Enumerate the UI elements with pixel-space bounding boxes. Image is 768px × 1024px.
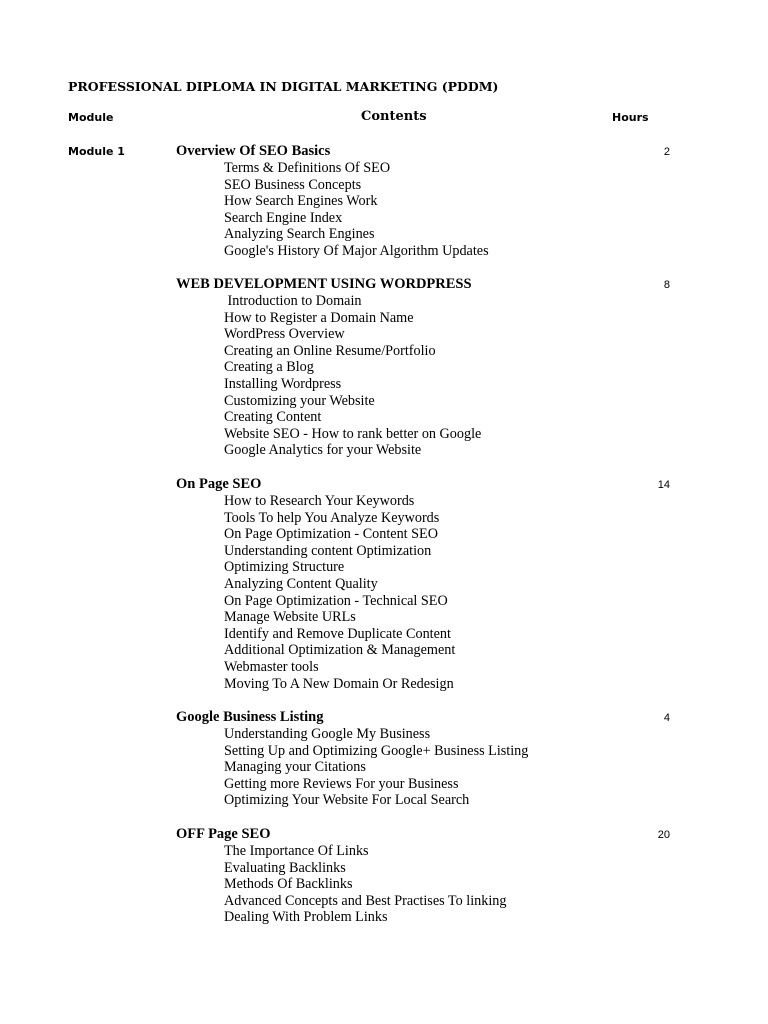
section-title: On Page SEO bbox=[176, 476, 262, 492]
section-title: Overview Of SEO Basics bbox=[176, 143, 331, 159]
topic-item: Manage Website URLs bbox=[224, 609, 356, 626]
module-column-header: Module bbox=[68, 111, 114, 124]
topic-item: On Page Optimization - Technical SEO bbox=[224, 592, 448, 609]
document-title: PROFESSIONAL DIPLOMA IN DIGITAL MARKETING (PDDM) bbox=[68, 79, 499, 94]
topic-item: Installing Wordpress bbox=[224, 375, 342, 392]
section-seo-basics bbox=[176, 143, 676, 260]
topic-item: Creating an Online Resume/Portfolio bbox=[224, 342, 436, 359]
topic-item: Identify and Remove Duplicate Content bbox=[224, 625, 451, 642]
section-off-page-seo bbox=[176, 826, 676, 926]
topic-item: Setting Up and Optimizing Google+ Business Listing bbox=[224, 742, 529, 759]
topic-item: How to Register a Domain Name bbox=[224, 309, 414, 326]
topic-item: On Page Optimization - Content SEO bbox=[224, 526, 438, 543]
section-title: Google Business Listing bbox=[176, 709, 324, 725]
topic-item: Webmaster tools bbox=[224, 658, 319, 675]
topic-list bbox=[176, 493, 676, 692]
topic-item: Creating a Blog bbox=[224, 359, 314, 376]
section-hours: 8 bbox=[663, 279, 670, 291]
topic-list bbox=[176, 293, 676, 459]
topic-item: Search Engine Index bbox=[224, 209, 343, 226]
topic-item: Dealing With Problem Links bbox=[224, 909, 388, 926]
topic-item: Creating Content bbox=[224, 409, 322, 426]
topic-item: WordPress Overview bbox=[224, 326, 345, 343]
topic-item: Terms & Definitions Of SEO bbox=[224, 160, 391, 176]
topic-item: The Importance Of Links bbox=[224, 843, 369, 859]
section-hours: 20 bbox=[657, 829, 670, 841]
module-label: Module 1 bbox=[68, 145, 125, 158]
topic-item: How to Research Your Keywords bbox=[224, 493, 415, 509]
topic-item: Methods Of Backlinks bbox=[224, 876, 353, 893]
topic-list bbox=[176, 726, 676, 809]
topic-item: Customizing your Website bbox=[224, 392, 375, 409]
topic-item: Moving To A New Domain Or Redesign bbox=[224, 675, 454, 692]
topic-item: Website SEO - How to rank better on Google bbox=[224, 425, 482, 442]
topic-list bbox=[176, 843, 676, 926]
section-wordpress bbox=[176, 276, 676, 459]
topic-item: Optimizing Your Website For Local Search bbox=[224, 792, 470, 809]
section-google-business-listing bbox=[176, 709, 676, 809]
section-hours: 2 bbox=[663, 146, 670, 158]
topic-item: Understanding Google My Business bbox=[224, 726, 431, 742]
section-hours: 4 bbox=[663, 712, 670, 724]
topic-item: Google Analytics for your Website bbox=[224, 442, 422, 459]
topic-list bbox=[176, 160, 676, 260]
topic-item: Getting more Reviews For your Business bbox=[224, 775, 459, 792]
topic-item: Additional Optimization & Management bbox=[224, 642, 456, 659]
section-title: WEB DEVELOPMENT USING WORDPRESS bbox=[176, 276, 472, 292]
topic-item: How Search Engines Work bbox=[224, 193, 378, 210]
topic-item: Evaluating Backlinks bbox=[224, 859, 346, 876]
topic-item: Managing your Citations bbox=[224, 759, 366, 776]
section-title: OFF Page SEO bbox=[176, 826, 271, 842]
hours-column-header: Hours bbox=[612, 111, 649, 124]
section-on-page-seo bbox=[176, 476, 676, 692]
topic-item: Tools To help You Analyze Keywords bbox=[224, 509, 440, 526]
topic-item: Understanding content Optimization bbox=[224, 542, 432, 559]
topic-item: Introduction to Domain bbox=[224, 293, 362, 309]
topic-item: Analyzing Search Engines bbox=[224, 226, 375, 243]
topic-item: Advanced Concepts and Best Practises To linking bbox=[224, 892, 507, 909]
section-hours: 14 bbox=[657, 479, 670, 491]
topic-item: Google's History Of Major Algorithm Updates bbox=[224, 242, 489, 259]
topic-item: SEO Business Concepts bbox=[224, 176, 362, 193]
topic-item: Optimizing Structure bbox=[224, 559, 345, 576]
contents-column-header: Contents bbox=[361, 109, 427, 124]
topic-item: Analyzing Content Quality bbox=[224, 575, 378, 592]
